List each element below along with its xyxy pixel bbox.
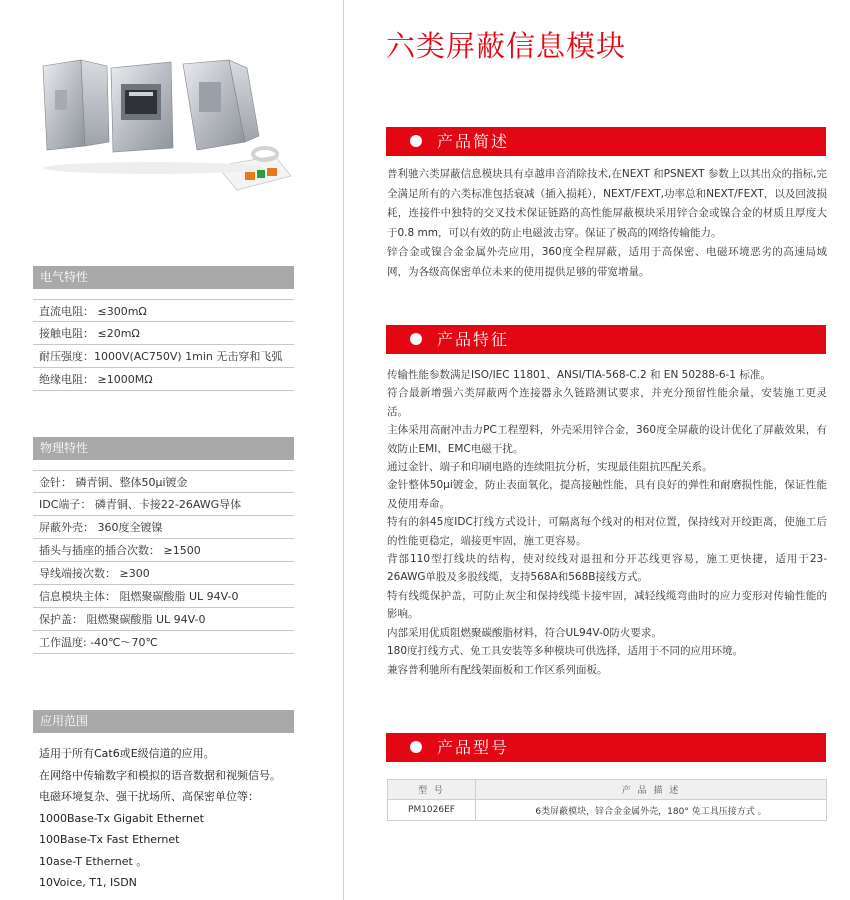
table-row [388, 800, 827, 821]
spec-row: 信息模块主体： 阻燃聚碳酸脂 UL 94V-0 [33, 585, 294, 608]
column-header: 型 号 [388, 780, 476, 800]
feature-paragraph: 特有的斜45度IDC打线方式设计，可隔离每个线对的相对位置，保持线对开绞距离，使施工后的性能更稳定，端接更牢固，施工更容易。 [387, 516, 827, 547]
application-list [39, 743, 301, 894]
overview-text [387, 165, 827, 282]
features-heading-label: 产品特征 [437, 330, 510, 349]
table-cell: PM1026EF [388, 800, 476, 821]
table-header-row [388, 780, 827, 800]
model-heading-label: 产品型号 [437, 738, 510, 757]
application-line: 10ase-T Ethernet 。 [39, 854, 148, 868]
shielded-keystone-jack-image [33, 38, 303, 208]
overview-paragraph: 普利驰六类屏蔽信息模块具有卓越串音消除技术,在NEXT 和PSNEXT 参数上以其出众的指标,完全满足所有的六类标准包括衰减（插入损耗），NEXT/FEXT,功率总和NEXT/FEXT，以及回波损耗，连接件中独特的交叉技术保证链路的高性能屏蔽模块采用锌合金或镍合金的材质且厚度大于0.8 mm，可以有效的防止电磁波击穿。保证了极高的网络传输能力。 [387, 168, 827, 239]
feature-paragraph: 背部110型打线块的结构，使对绞线对退扭和分开芯线更容易，施工更快捷，适用于23-26AWG单股及多股线缆，支持568A和568B接线方式。 [387, 553, 827, 584]
application-line: 10Voice, T1, ISDN [39, 876, 137, 889]
feature-paragraph: 符合最新增强六类屏蔽两个连接器永久链路测试要求，并充分预留性能余量，安装施工更灵活。 [387, 387, 827, 418]
feature-paragraph: 内部采用优质阻燃聚碳酸脂材料，符合UL94V-0防火要求。 [387, 626, 662, 639]
column-header: 产 品 描 述 [476, 780, 827, 800]
table-cell: 6类屏蔽模块，锌合金金属外壳，180° 免工具压接方式 。 [476, 800, 827, 821]
feature-paragraph: 180度打线方式、免工具安装等多种模块可供选择，适用于不同的应用环境。 [387, 645, 744, 658]
bullet-dot-icon [410, 135, 422, 147]
application-line: 适用于所有Cat6或E级信道的应用。 [39, 747, 215, 760]
features-heading [386, 325, 826, 354]
spec-row: IDC端子： 磷青铜、卡接22-26AWG导体 [33, 493, 294, 516]
spec-row: 导线端接次数： ≥300 [33, 562, 294, 585]
spec-row: 接触电阻： ≤20mΩ [33, 322, 294, 345]
feature-paragraph: 传输性能参数满足ISO/IEC 11801、ANSI/TIA-568-C.2 和 EN 50288-6-1 标准。 [387, 369, 771, 381]
spec-row: 耐压强度：1000V(AC750V) 1min 无击穿和飞弧 [33, 345, 294, 368]
application-heading: 应用范围 [33, 710, 294, 733]
feature-paragraph: 特有线缆保护盖，可防止灰尘和保持线缆卡接牢固，减轻线缆弯曲时的应力变形对传输性能的影响。 [387, 589, 827, 621]
application-line: 在网络中传输数字和模拟的语音数据和视频信号。 [39, 768, 281, 782]
physical-heading: 物理特性 [33, 437, 294, 460]
page-title: 六类屏蔽信息模块 [386, 29, 627, 63]
overview-paragraph: 锌合金或镍合金金属外壳应用，360度全程屏蔽，适用于高保密、电磁环境恶劣的高速局域网，为各级高保密单位未来的使用提供足够的带宽增量。 [387, 246, 827, 278]
bullet-dot-icon [410, 333, 422, 345]
spec-row: 插头与插座的插合次数： ≥1500 [33, 539, 294, 562]
column-divider [343, 0, 344, 900]
physical-spec-list [33, 470, 294, 654]
spec-row: 金针： 磷青铜、整体50μi镀金 [33, 470, 294, 493]
overview-heading-label: 产品简述 [437, 132, 510, 151]
feature-paragraph: 通过金针、端子和印刷电路的连续阻抗分析，实现最佳阻抗匹配关系。 [387, 461, 713, 474]
feature-paragraph: 主体采用高耐冲击力PC工程塑料，外壳采用锌合金，360度全屏蔽的设计优化了屏蔽效果，有效防止EMI、EMC电磁干扰。 [387, 424, 827, 455]
model-heading [386, 733, 826, 762]
bullet-dot-icon [410, 741, 422, 753]
spec-row: 工作温度: -40℃～70℃ [33, 631, 294, 654]
application-line: 100Base-Tx Fast Ethernet [39, 833, 180, 846]
spec-row: 屏蔽外壳： 360度全镀镍 [33, 516, 294, 539]
overview-heading [386, 127, 826, 156]
features-text [387, 366, 827, 679]
application-line: 电磁环境复杂、强干扰场所、高保密单位等： [39, 790, 259, 803]
spec-row: 绝缘电阻： ≥1000MΩ [33, 368, 294, 391]
spec-row: 直流电阻： ≤300mΩ [33, 299, 294, 322]
feature-paragraph: 金针整体50μi镀金，防止表面氧化，提高接触性能，具有良好的弹性和耐磨损性能，保证性能及使用寿命。 [387, 479, 827, 510]
spec-row: 保护盖： 阻燃聚碳酸脂 UL 94V-0 [33, 608, 294, 631]
electrical-heading: 电气特性 [33, 266, 294, 289]
application-line: 1000Base-Tx Gigabit Ethernet [39, 811, 204, 825]
electrical-spec-list [33, 299, 294, 391]
model-table [387, 779, 827, 821]
feature-paragraph: 兼容普利驰所有配线架面板和工作区系列面板。 [387, 663, 608, 676]
